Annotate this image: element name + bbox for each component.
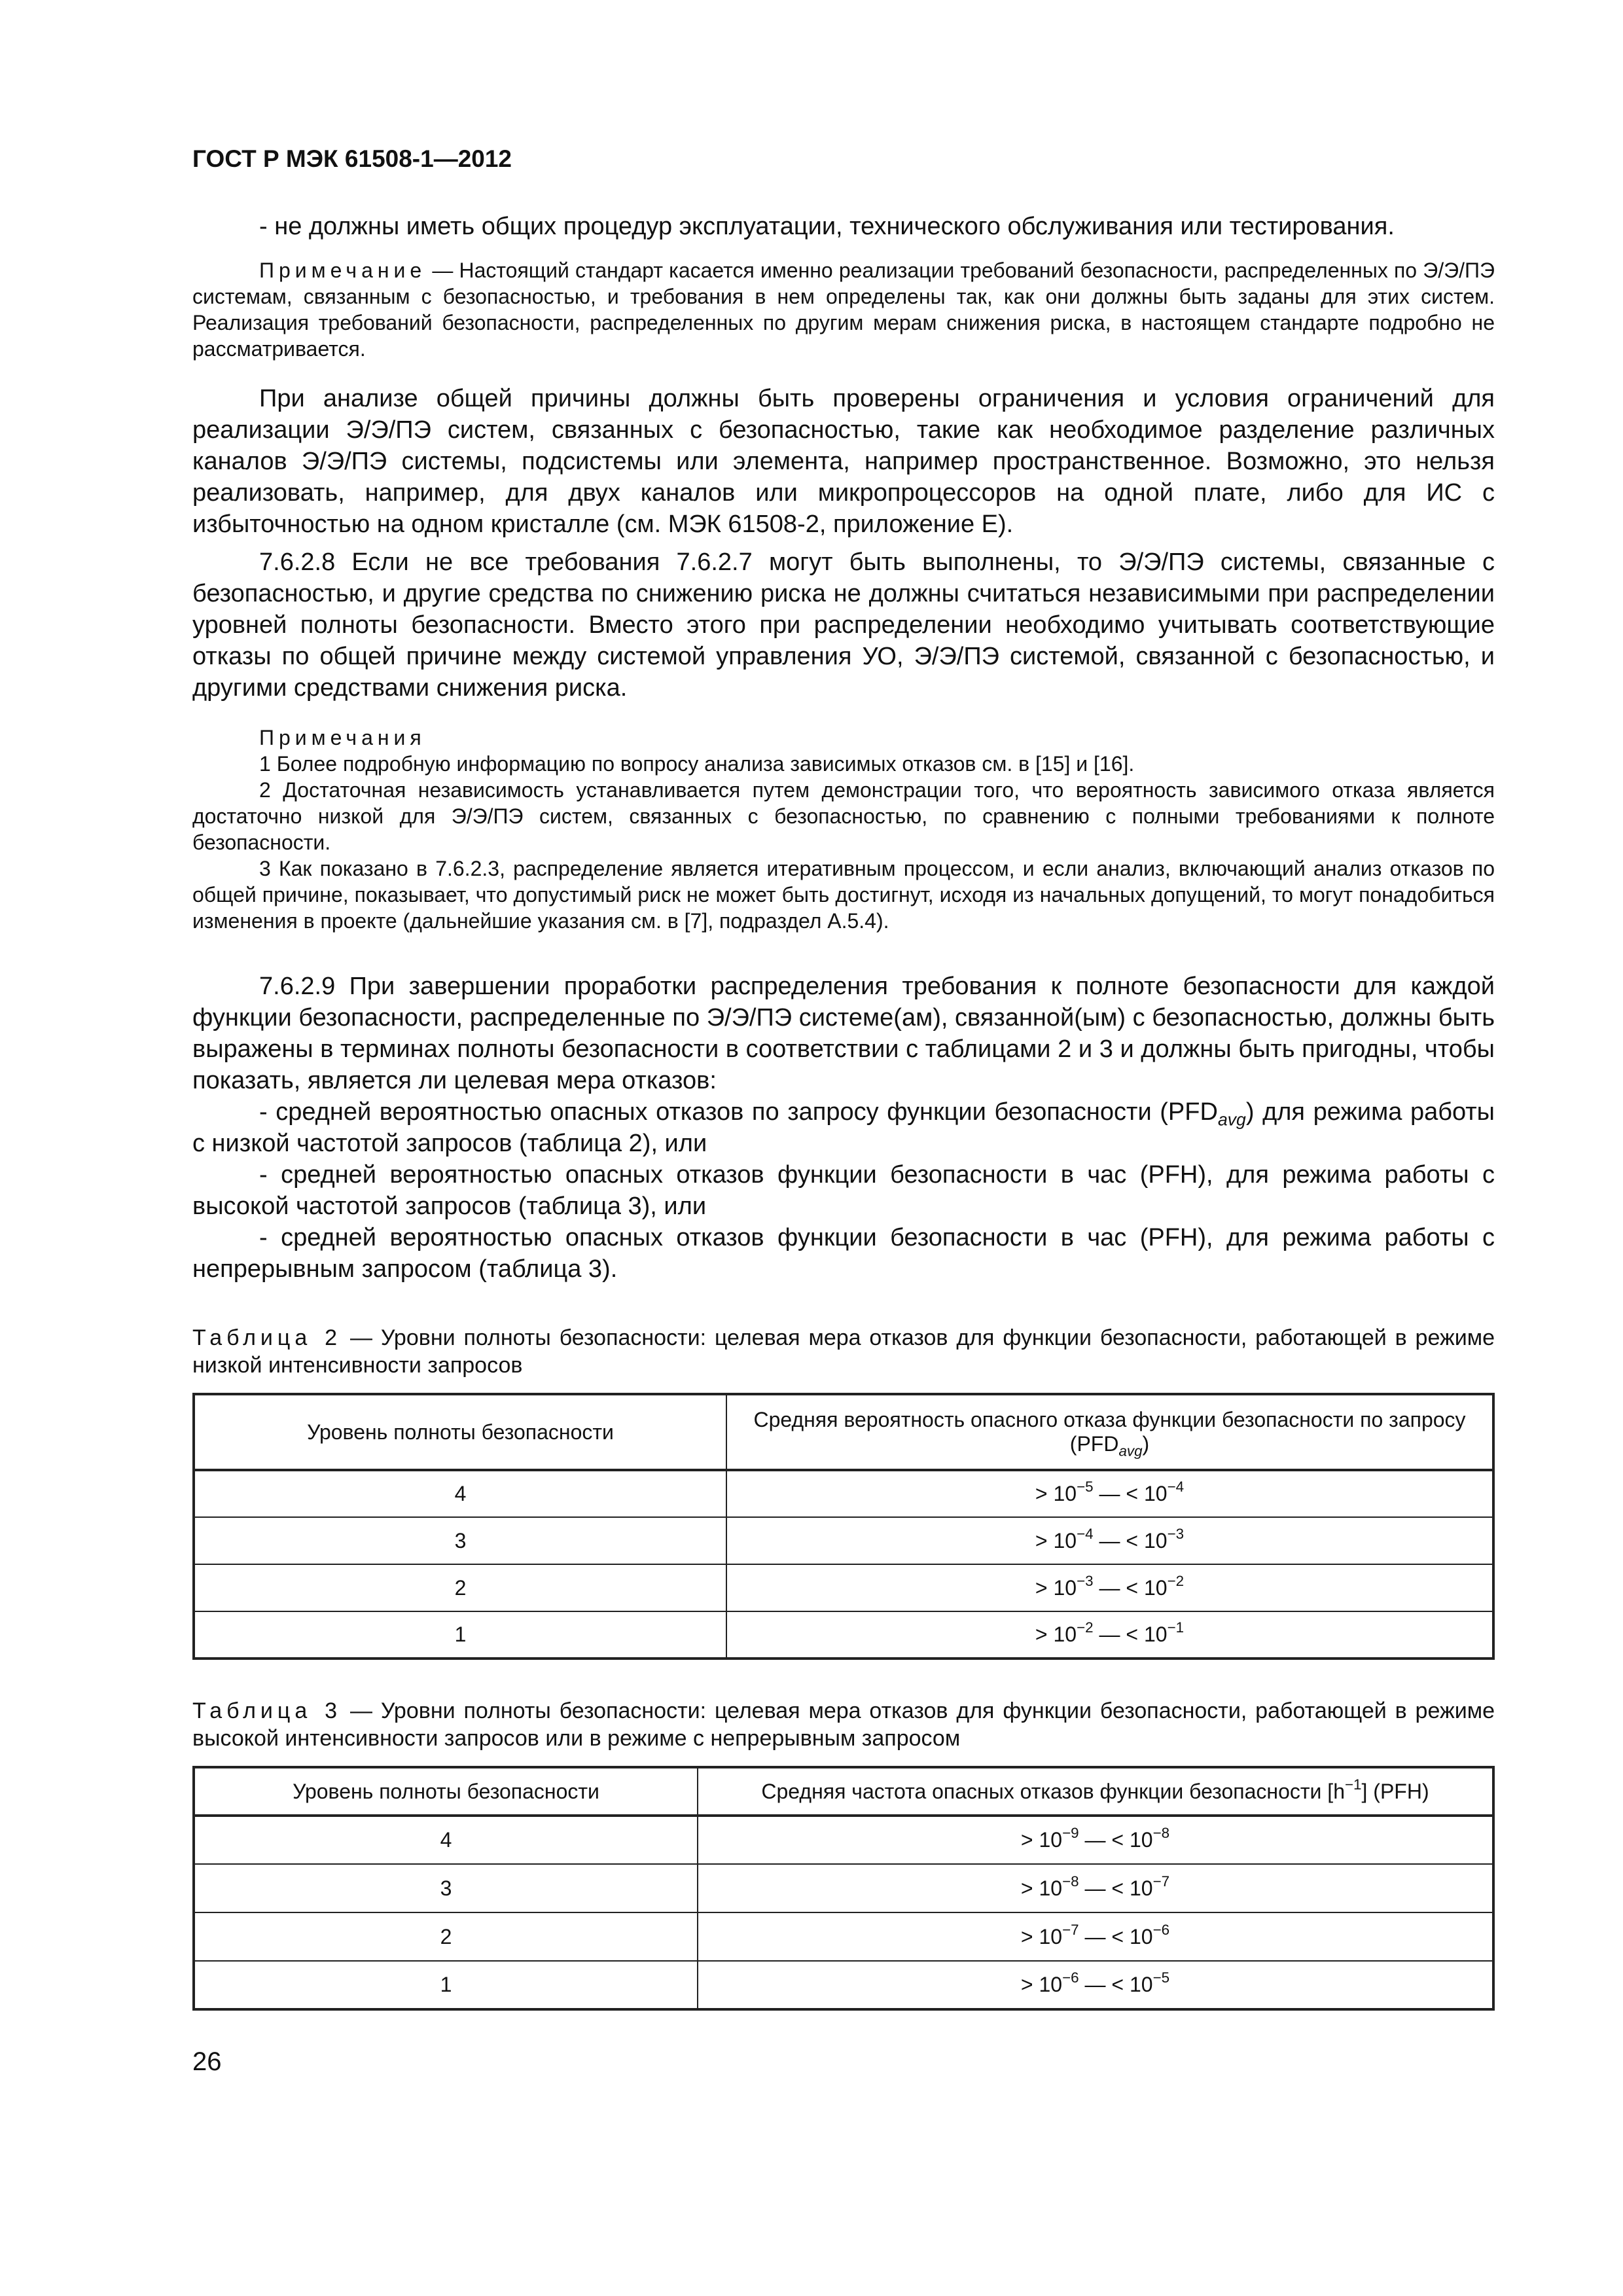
- range-cell: > $10^{-8}$ — < $10^{-7}$: [698, 1864, 1493, 1912]
- table-row: [194, 1864, 1493, 1912]
- range-cell: > $10^{-4}$ — < $10^{-3}$: [726, 1517, 1493, 1564]
- range-cell: > $10^{-3}$ — < $10^{-2}$: [726, 1564, 1493, 1611]
- table-row: [194, 1611, 1493, 1659]
- table-row: [194, 1912, 1493, 1961]
- sil-cell: 1: [194, 1611, 726, 1659]
- table-3-caption-label: Таблица 3: [192, 1698, 342, 1723]
- notes-2-label: Примечания: [259, 726, 426, 749]
- table-3: [192, 1766, 1495, 2011]
- range-cell: > $10^{-2}$ — < $10^{-1}$: [726, 1611, 1493, 1659]
- table-2-caption: [192, 1324, 1495, 1379]
- intro-bullet: - не должны иметь общих процедур эксплуатации, технического обслуживания или тестирования.: [259, 213, 1395, 240]
- table-row: [194, 1517, 1493, 1564]
- note-item: 1 Более подробную информацию по вопросу анализа зависимых отказов см. в [15] и [16].: [259, 752, 1135, 776]
- range-cell: > $10^{-9}$ — < $10^{-8}$: [698, 1816, 1493, 1864]
- table-header-cell: Уровень полноты безопасности: [194, 1394, 726, 1470]
- table-header-cell: Уровень полноты безопасности: [194, 1767, 698, 1816]
- note-item: 3 Как показано в 7.6.2.3, распределение является итеративным процессом, и если анализ, включающий анализ отказов по общей причине, показывает, что допустимый риск не может быть достигнут, исходя из начальных допущений, то могут понадобиться изменения в проекте (дальнейшие указания см. в [7], подраздел A.5.4).: [192, 857, 1495, 933]
- sil-cell: 3: [194, 1864, 698, 1912]
- note-item: 2 Достаточная независимость устанавливается путем демонстрации того, что вероятность зависимого отказа является достаточно низкой для Э/Э/ПЭ систем, связанных с безопасностью, по сравнению с полными требованиями к полноте безопасности.: [192, 778, 1495, 854]
- note-1-text: — Настоящий стандарт касается именно реализации требований безопасности, распределенных по Э/Э/ПЭ системам, связанным с безопасностью, и требования в нем определены так, как они должны быть заданы для этих систем. Реализация требований безопасности, распределенных по другим мерам снижения риска, в настоящем стандарте подробно не рассматривается.: [192, 259, 1495, 361]
- table-header-cell: Средняя вероятность опасного отказа функции безопасности по запросу $(PFD_{avg})$: [726, 1394, 1493, 1470]
- sil-cell: 2: [194, 1564, 726, 1611]
- table-header-row: [194, 1394, 1493, 1470]
- sil-cell: 4: [194, 1816, 698, 1864]
- note-1-label: Примечание: [259, 259, 427, 282]
- note-1: [192, 257, 1495, 362]
- notes-2: [192, 725, 1495, 934]
- standard-header: ГОСТ Р МЭК 61508-1—2012: [192, 145, 512, 172]
- bullet-item: - средней вероятностью опасных отказов по запросу функции безопасности $(PFD_{avg})$ для режима работы с низкой частотой запросов (таблица 2), или: [192, 1098, 1495, 1157]
- sil-cell: 1: [194, 1961, 698, 2009]
- range-cell: > $10^{-5}$ — < $10^{-4}$: [726, 1470, 1493, 1517]
- paragraph-7-6-2-9-text: 7.6.2.9 При завершении проработки распределения требования к полноте безопасности для каждой функции безопасности, распределенные по Э/Э/ПЭ системе(ам), связанной(ым) с безопасностью, должны быть выражены в терминах полноты безопасности в соответствии с таблицами 2 и 3 и должны быть пригодны, чтобы показать, является ли целевая мера отказов:: [192, 973, 1495, 1094]
- table-2-caption-text: — Уровни полноты безопасности: целевая мера отказов для функции безопасности, работающей в режиме низкой интенсивности запросов: [192, 1325, 1495, 1378]
- bullet-item: - средней вероятностью опасных отказов функции безопасности в час (PFH), для режима работы с высокой частотой запросов (таблица 3), или: [192, 1161, 1495, 1220]
- sil-cell: 3: [194, 1517, 726, 1564]
- range-cell: > $10^{-6}$ — < $10^{-5}$: [698, 1961, 1493, 2009]
- page-number: 26: [192, 2047, 222, 2076]
- table-row: [194, 1564, 1493, 1611]
- table-3-caption: [192, 1697, 1495, 1752]
- paragraph-common-cause: При анализе общей причины должны быть проверены ограничения и условия ограничений для реализации Э/Э/ПЭ систем, связанных с безопасностью, такие как необходимое разделение различных каналов Э/Э/ПЭ системы, подсистемы или элемента, например пространственное. Возможно, это нельзя реализовать, например, для двух каналов или микропроцессоров на одной плате, либо для ИС с избыточностью на одном кристалле (см. МЭК 61508-2, приложение E).: [192, 385, 1495, 538]
- bullet-item: - средней вероятностью опасных отказов функции безопасности в час (PFH), для режима работы с непрерывным запросом (таблица 3).: [192, 1224, 1495, 1283]
- paragraph-7-6-2-8: 7.6.2.8 Если не все требования 7.6.2.7 могут быть выполнены, то Э/Э/ПЭ системы, связанные с безопасностью, и другие средства по снижению риска не должны считаться независимыми при распределении уровней полноты безопасности. Вместо этого при распределении необходимо учитывать соответствующие отказы по общей причине между системой управления УО, Э/Э/ПЭ системой, связанной с безопасностью, и другими средствами снижения риска.: [192, 548, 1495, 702]
- table-header-row: [194, 1767, 1493, 1816]
- range-cell: > $10^{-7}$ — < $10^{-6}$: [698, 1912, 1493, 1961]
- table-3-caption-text: — Уровни полноты безопасности: целевая мера отказов для функции безопасности, работающей в режиме высокой интенсивности запросов или в режиме с непрерывным запросом: [192, 1698, 1495, 1751]
- table-row: [194, 1961, 1493, 2009]
- table-2-caption-label: Таблица 2: [192, 1325, 342, 1350]
- table-row: [194, 1470, 1493, 1517]
- table-header-cell: Средняя частота опасных отказов функции безопасности $[h^{-1}]$ (PFH): [698, 1767, 1493, 1816]
- paragraph-7-6-2-9: [192, 971, 1495, 1285]
- sil-cell: 2: [194, 1912, 698, 1961]
- sil-cell: 4: [194, 1470, 726, 1517]
- table-2: [192, 1393, 1495, 1660]
- table-row: [194, 1816, 1493, 1864]
